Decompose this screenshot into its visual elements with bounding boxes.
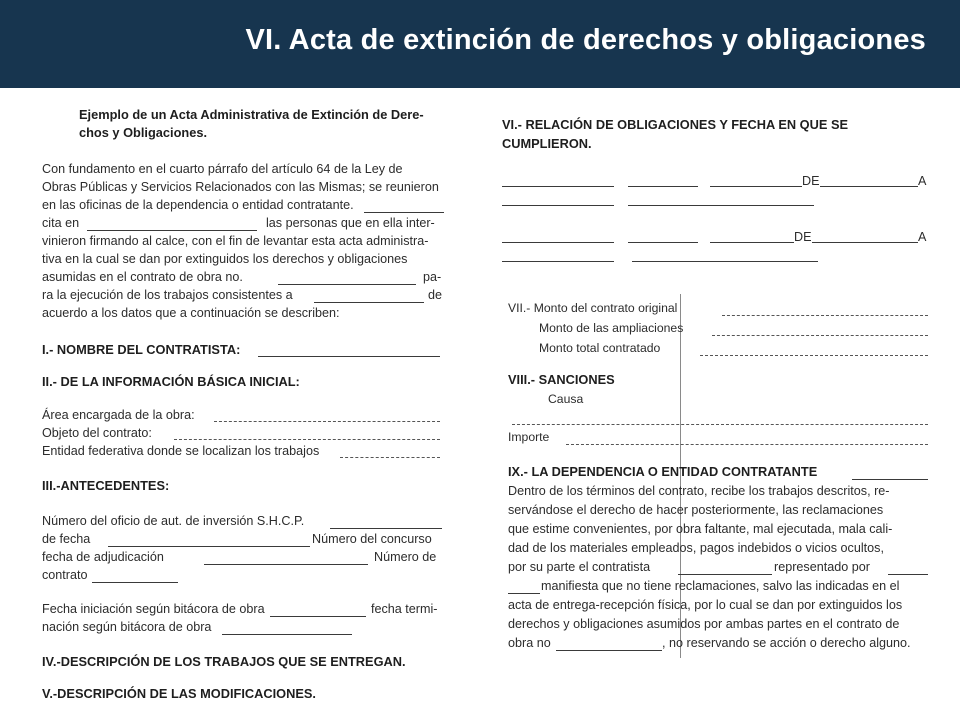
blank-line xyxy=(628,205,814,206)
para-line: pa- xyxy=(423,270,442,284)
field-label: Número del oficio de aut. de inversión S.H.C.P. xyxy=(42,514,305,528)
blank-line xyxy=(508,593,540,594)
blank-line xyxy=(204,564,368,565)
monto-label: Monto de las ampliaciones xyxy=(539,321,684,335)
para-line: las personas que en ella inter- xyxy=(266,216,435,230)
blank-line xyxy=(852,479,928,480)
para-line: ra la ejecución de los trabajos consistentes a xyxy=(42,288,293,302)
blank-line xyxy=(812,242,918,243)
monto-label: Monto total contratado xyxy=(539,341,661,355)
section-2-heading: II.- DE LA INFORMACIÓN BÁSICA INICIAL: xyxy=(42,374,300,389)
blank-line xyxy=(87,230,257,231)
importe-label: Importe xyxy=(508,430,550,444)
para-line: obra no xyxy=(508,636,551,650)
para-line: en las oficinas de la dependencia o entidad contratante. xyxy=(42,198,354,212)
para-line: Con fundamento en el cuarto párrafo del artículo 64 de la Ley de xyxy=(42,162,403,176)
dashed-blank xyxy=(214,421,440,422)
para-line: representado por xyxy=(774,560,870,574)
blank-line xyxy=(710,242,794,243)
field-label: fecha termi- xyxy=(371,602,438,616)
dashed-blank xyxy=(712,335,928,336)
blank-line xyxy=(888,574,928,575)
field-label: Número del concurso xyxy=(312,532,432,546)
blank-line xyxy=(330,528,442,529)
section-6-heading-line2: CUMPLIERON. xyxy=(502,136,592,151)
para-line: vinieron firmando al calce, con el fin de levantar esta acta administra- xyxy=(42,234,429,248)
blank-line xyxy=(628,242,698,243)
blank-line xyxy=(502,242,614,243)
blank-line xyxy=(628,186,698,187)
field-label: de fecha xyxy=(42,532,91,546)
blank-line xyxy=(364,212,444,213)
section-6-heading-line1: VI.- RELACIÓN DE OBLIGACIONES Y FECHA EN QUE SE xyxy=(502,117,849,132)
section-3-heading: III.-ANTECEDENTES: xyxy=(42,478,170,493)
para-line: tiva en la cual se dan por extinguidos los derechos y obligaciones xyxy=(42,252,408,266)
dashed-blank xyxy=(566,444,928,445)
para-line: cita en xyxy=(42,216,80,230)
blank-line xyxy=(108,546,310,547)
blank-line xyxy=(222,634,352,635)
blank-line xyxy=(632,261,818,262)
scanned-document xyxy=(0,88,960,720)
blank-line xyxy=(710,186,802,187)
field-label: fecha de adjudicación xyxy=(42,550,164,564)
dashed-blank xyxy=(722,315,928,316)
dashed-blank xyxy=(174,439,440,440)
title-banner xyxy=(0,0,960,88)
field-label: Área encargada de la obra: xyxy=(42,408,195,422)
blank-line xyxy=(92,582,178,583)
de-label: DE xyxy=(794,230,812,244)
field-label: Fecha iniciación según bitácora de obra xyxy=(42,602,265,616)
para-line: acuerdo a los datos que a continuación se describen: xyxy=(42,306,340,320)
dashed-blank xyxy=(700,355,928,356)
field-label: nación según bitácora de obra xyxy=(42,620,212,634)
section-5-heading: V.-DESCRIPCIÓN DE LAS MODIFICACIONES. xyxy=(42,686,316,701)
doc-heading-line2: chos y Obligaciones. xyxy=(79,125,208,140)
field-label: Entidad federativa donde se localizan los trabajos xyxy=(42,444,320,458)
dashed-blank xyxy=(340,457,440,458)
para-line: asumidas en el contrato de obra no. xyxy=(42,270,243,284)
a-label: A xyxy=(918,174,927,188)
para-line: derechos y obligaciones asumidos por ambas partes en el contrato de xyxy=(508,617,900,631)
blank-line xyxy=(502,261,614,262)
dashed-blank xyxy=(512,424,928,425)
section-1-heading: I.- NOMBRE DEL CONTRATISTA: xyxy=(42,342,241,357)
section-4-heading: IV.-DESCRIPCIÓN DE LOS TRABAJOS QUE SE ENTREGAN. xyxy=(42,654,406,669)
blank-line xyxy=(556,650,662,651)
slide-title: VI. Acta de extinción de derechos y obligaciones xyxy=(245,24,926,56)
para-line: dad de los materiales empleados, pagos indebidos o vicios ocultos, xyxy=(508,541,884,555)
section-9-heading: IX.- LA DEPENDENCIA O ENTIDAD CONTRATANTE xyxy=(508,464,818,479)
section-8-heading: VIII.- SANCIONES xyxy=(508,372,615,387)
para-line: manifiesta que no tiene reclamaciones, salvo las indicadas en el xyxy=(541,579,900,593)
field-label: contrato xyxy=(42,568,88,582)
causa-label: Causa xyxy=(548,392,584,406)
para-line: Obras Públicas y Servicios Relacionados con las Mismas; se reunieron xyxy=(42,180,439,194)
para-line: , no reservando se acción o derecho alguno. xyxy=(662,636,911,650)
a-label: A xyxy=(918,230,927,244)
para-line: Dentro de los términos del contrato, recibe los trabajos descritos, re- xyxy=(508,484,890,498)
blank-line xyxy=(502,186,614,187)
para-line: por su parte el contratista xyxy=(508,560,651,574)
doc-heading-line1: Ejemplo de un Acta Administrativa de Extinción de Dere- xyxy=(79,107,424,122)
blank-line xyxy=(278,284,416,285)
field-label: Objeto del contrato: xyxy=(42,426,152,440)
para-line: acta de entrega-recepción física, por lo cual se dan por extinguidos los xyxy=(508,598,903,612)
blank-line xyxy=(678,574,772,575)
blank-line xyxy=(820,186,918,187)
blank-line xyxy=(502,205,614,206)
field-label: Número de xyxy=(374,550,437,564)
para-line: que estime convenientes, por obra faltante, mal ejecutada, mala cali- xyxy=(508,522,893,536)
monto-label: VII.- Monto del contrato original xyxy=(508,301,678,315)
para-line: de xyxy=(428,288,443,302)
para-line: servándose el derecho de hacer posteriormente, las reclamaciones xyxy=(508,503,884,517)
blank-line xyxy=(314,302,424,303)
de-label: DE xyxy=(802,174,820,188)
blank-line xyxy=(270,616,366,617)
blank-line xyxy=(258,356,440,357)
